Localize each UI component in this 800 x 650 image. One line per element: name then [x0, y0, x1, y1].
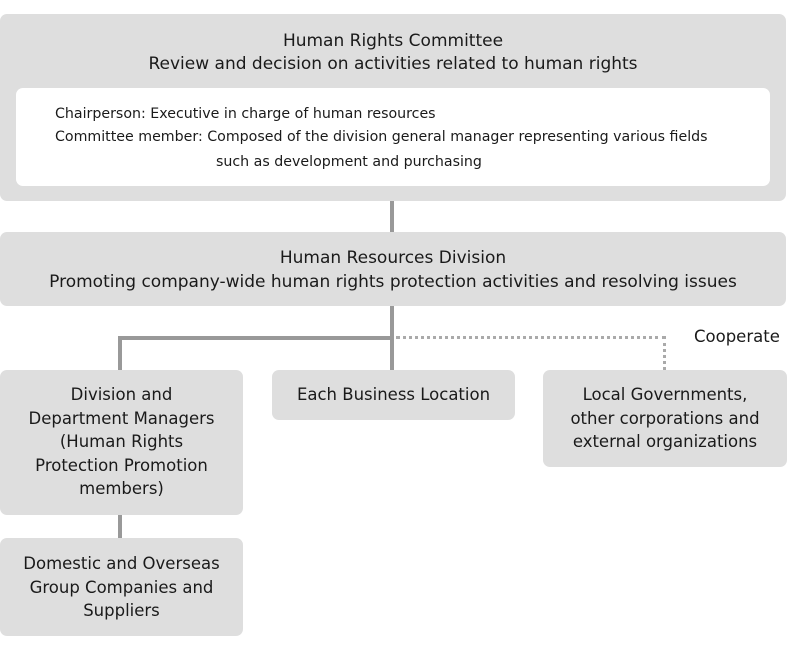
chairperson-label: Chairperson: [55, 106, 146, 122]
connector-committee-to-hr [390, 200, 394, 233]
business-location-box [272, 370, 515, 420]
group-companies-box [0, 538, 243, 636]
managers-line-3: (Human Rights [59, 432, 184, 451]
cooperate-dotted-horizontal [396, 336, 666, 339]
connector-to-managers [118, 336, 122, 370]
chairperson-row [55, 103, 436, 125]
committee-member-label: Committee member: [55, 129, 203, 145]
group-line-2: Group Companies and [29, 577, 214, 597]
external-line-2: other corporations and [570, 408, 760, 428]
committee-member-value: Composed of the division general manager representing various fields [207, 129, 708, 145]
hr-division-box [0, 232, 786, 306]
connector-branch-horizontal [118, 336, 394, 340]
cooperate-label: Cooperate [694, 327, 780, 346]
hr-division-subtitle: Promoting company-wide human rights protection activities and resolving issues [49, 272, 737, 292]
group-line-3: Suppliers [83, 601, 160, 620]
connector-managers-to-group [118, 514, 122, 538]
managers-line-1: Division and [70, 385, 173, 404]
committee-title: Human Rights Committee [282, 31, 504, 51]
business-location-label: Each Business Location [296, 385, 491, 404]
human-rights-committee-box [0, 14, 786, 201]
cooperate-dotted-vertical [663, 336, 666, 370]
external-organizations-box [543, 370, 787, 467]
hr-division-title: Human Resources Division [279, 248, 507, 268]
committee-details-panel [16, 88, 770, 186]
committee-member-row [55, 126, 708, 148]
group-line-1: Domestic and Overseas [23, 554, 220, 573]
committee-subtitle: Review and decision on activities related to human rights [148, 54, 638, 74]
external-line-3: external organizations [572, 432, 758, 451]
committee-member-value-continued: such as development and purchasing [216, 154, 482, 170]
managers-box [0, 370, 243, 515]
external-line-1: Local Governments, [582, 385, 748, 404]
managers-line-5: members) [79, 479, 164, 498]
managers-line-4: Protection Promotion [35, 455, 208, 475]
chairperson-value: Executive in charge of human resources [150, 106, 436, 122]
managers-line-2: Department Managers [28, 408, 215, 428]
